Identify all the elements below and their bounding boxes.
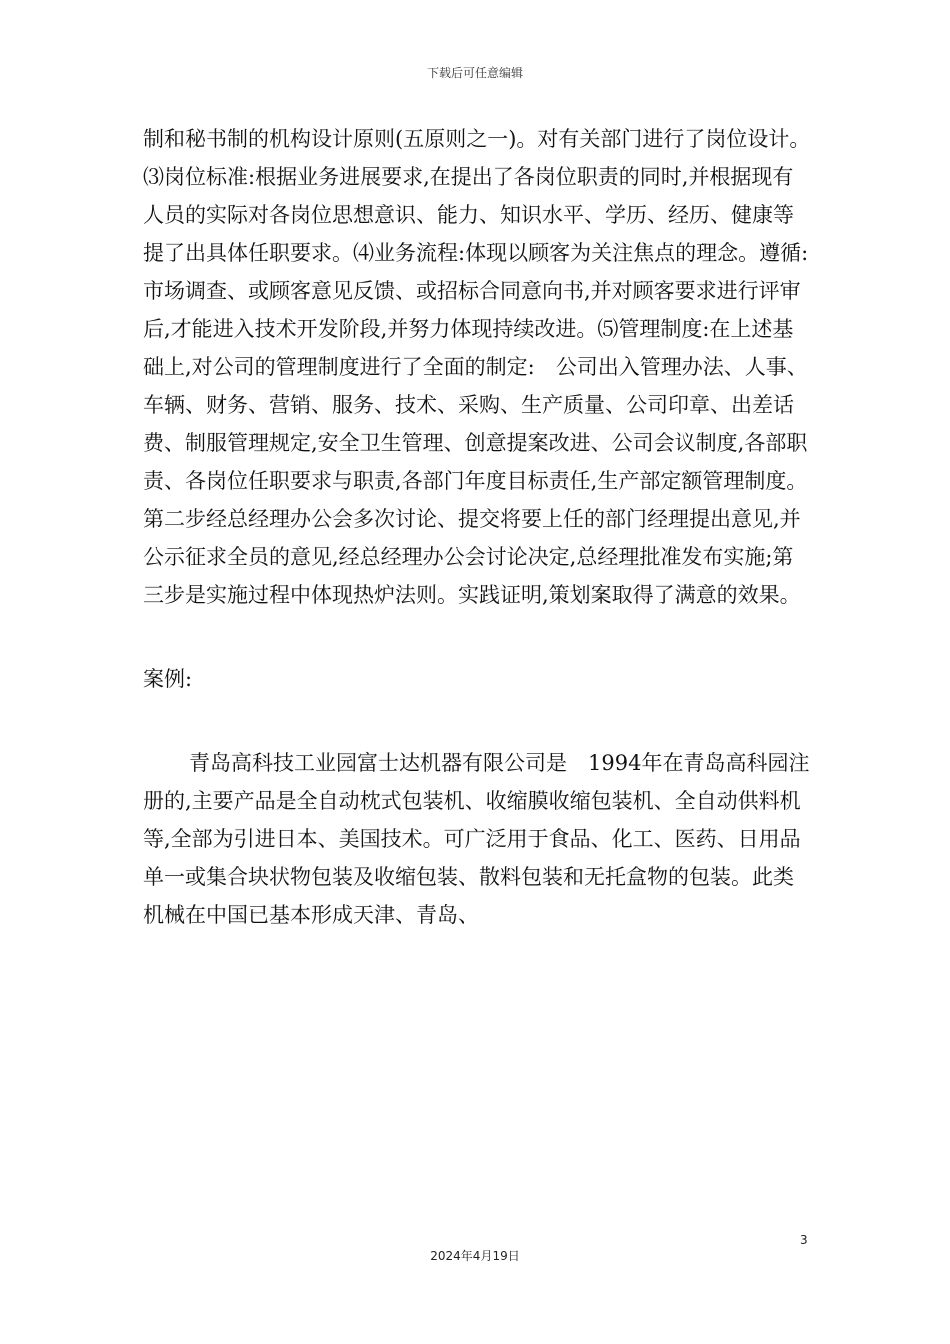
page-number: 3	[800, 1233, 808, 1247]
body-paragraph-2: 青岛高科技工业园富士达机器有限公司是 1994年在青岛高科园注册的,主要产品是全自动枕式包装机、收缩膜收缩包装机、全自动供料机等,全部为引进日本、美国技术。可广泛用于食品、化工、医药、日用品单一或集合块状物包装及收缩包装、散料包装和无托盒物的包装。此类机械在中国已基本形成天津、青岛、	[143, 751, 810, 927]
document-body	[143, 120, 813, 934]
footer-date: 2024年4月19日	[430, 1249, 520, 1263]
page-header: 下载后可任意编辑	[426, 66, 523, 80]
case-heading: 案例:	[143, 667, 193, 691]
body-paragraph-1: 制和秘书制的机构设计原则(五原则之一)。对有关部门进行了岗位设计。⑶岗位标准:根据业务进展要求,在提出了各岗位职责的同时,并根据现有人员的实际对各岗位思想意识、能力、知识水平、学历、经历、健康等提了出具体任职要求。⑷业务流程:体现以顾客为关注焦点的理念。遵循:市场调查、或顾客意见反馈、或招标合同意向书,并对顾客要求进行评审后,才能进入技术开发阶段,并努力体现持续改进。⑸管理制度:在上述基础上,对公司的管理制度进行了全面的制定: 公司出入管理办法、人事、车辆、财务、营销、服务、技术、采购、生产质量、公司印章、出差话费、制服管理规定,安全卫生管理、创意提案改进、公司会议制度,各部职责、各岗位任职要求与职责,各部门年度目标责任,生产部定额管理制度。第二步经总经理办公会多次讨论、提交将要上任的部门经理提出意见,并公示征求全员的意见,经总经理办公会讨论决定,总经理批准发布实施;第三步是实施过程中体现热炉法则。实践证明,策划案取得了满意的效果。	[143, 127, 811, 607]
